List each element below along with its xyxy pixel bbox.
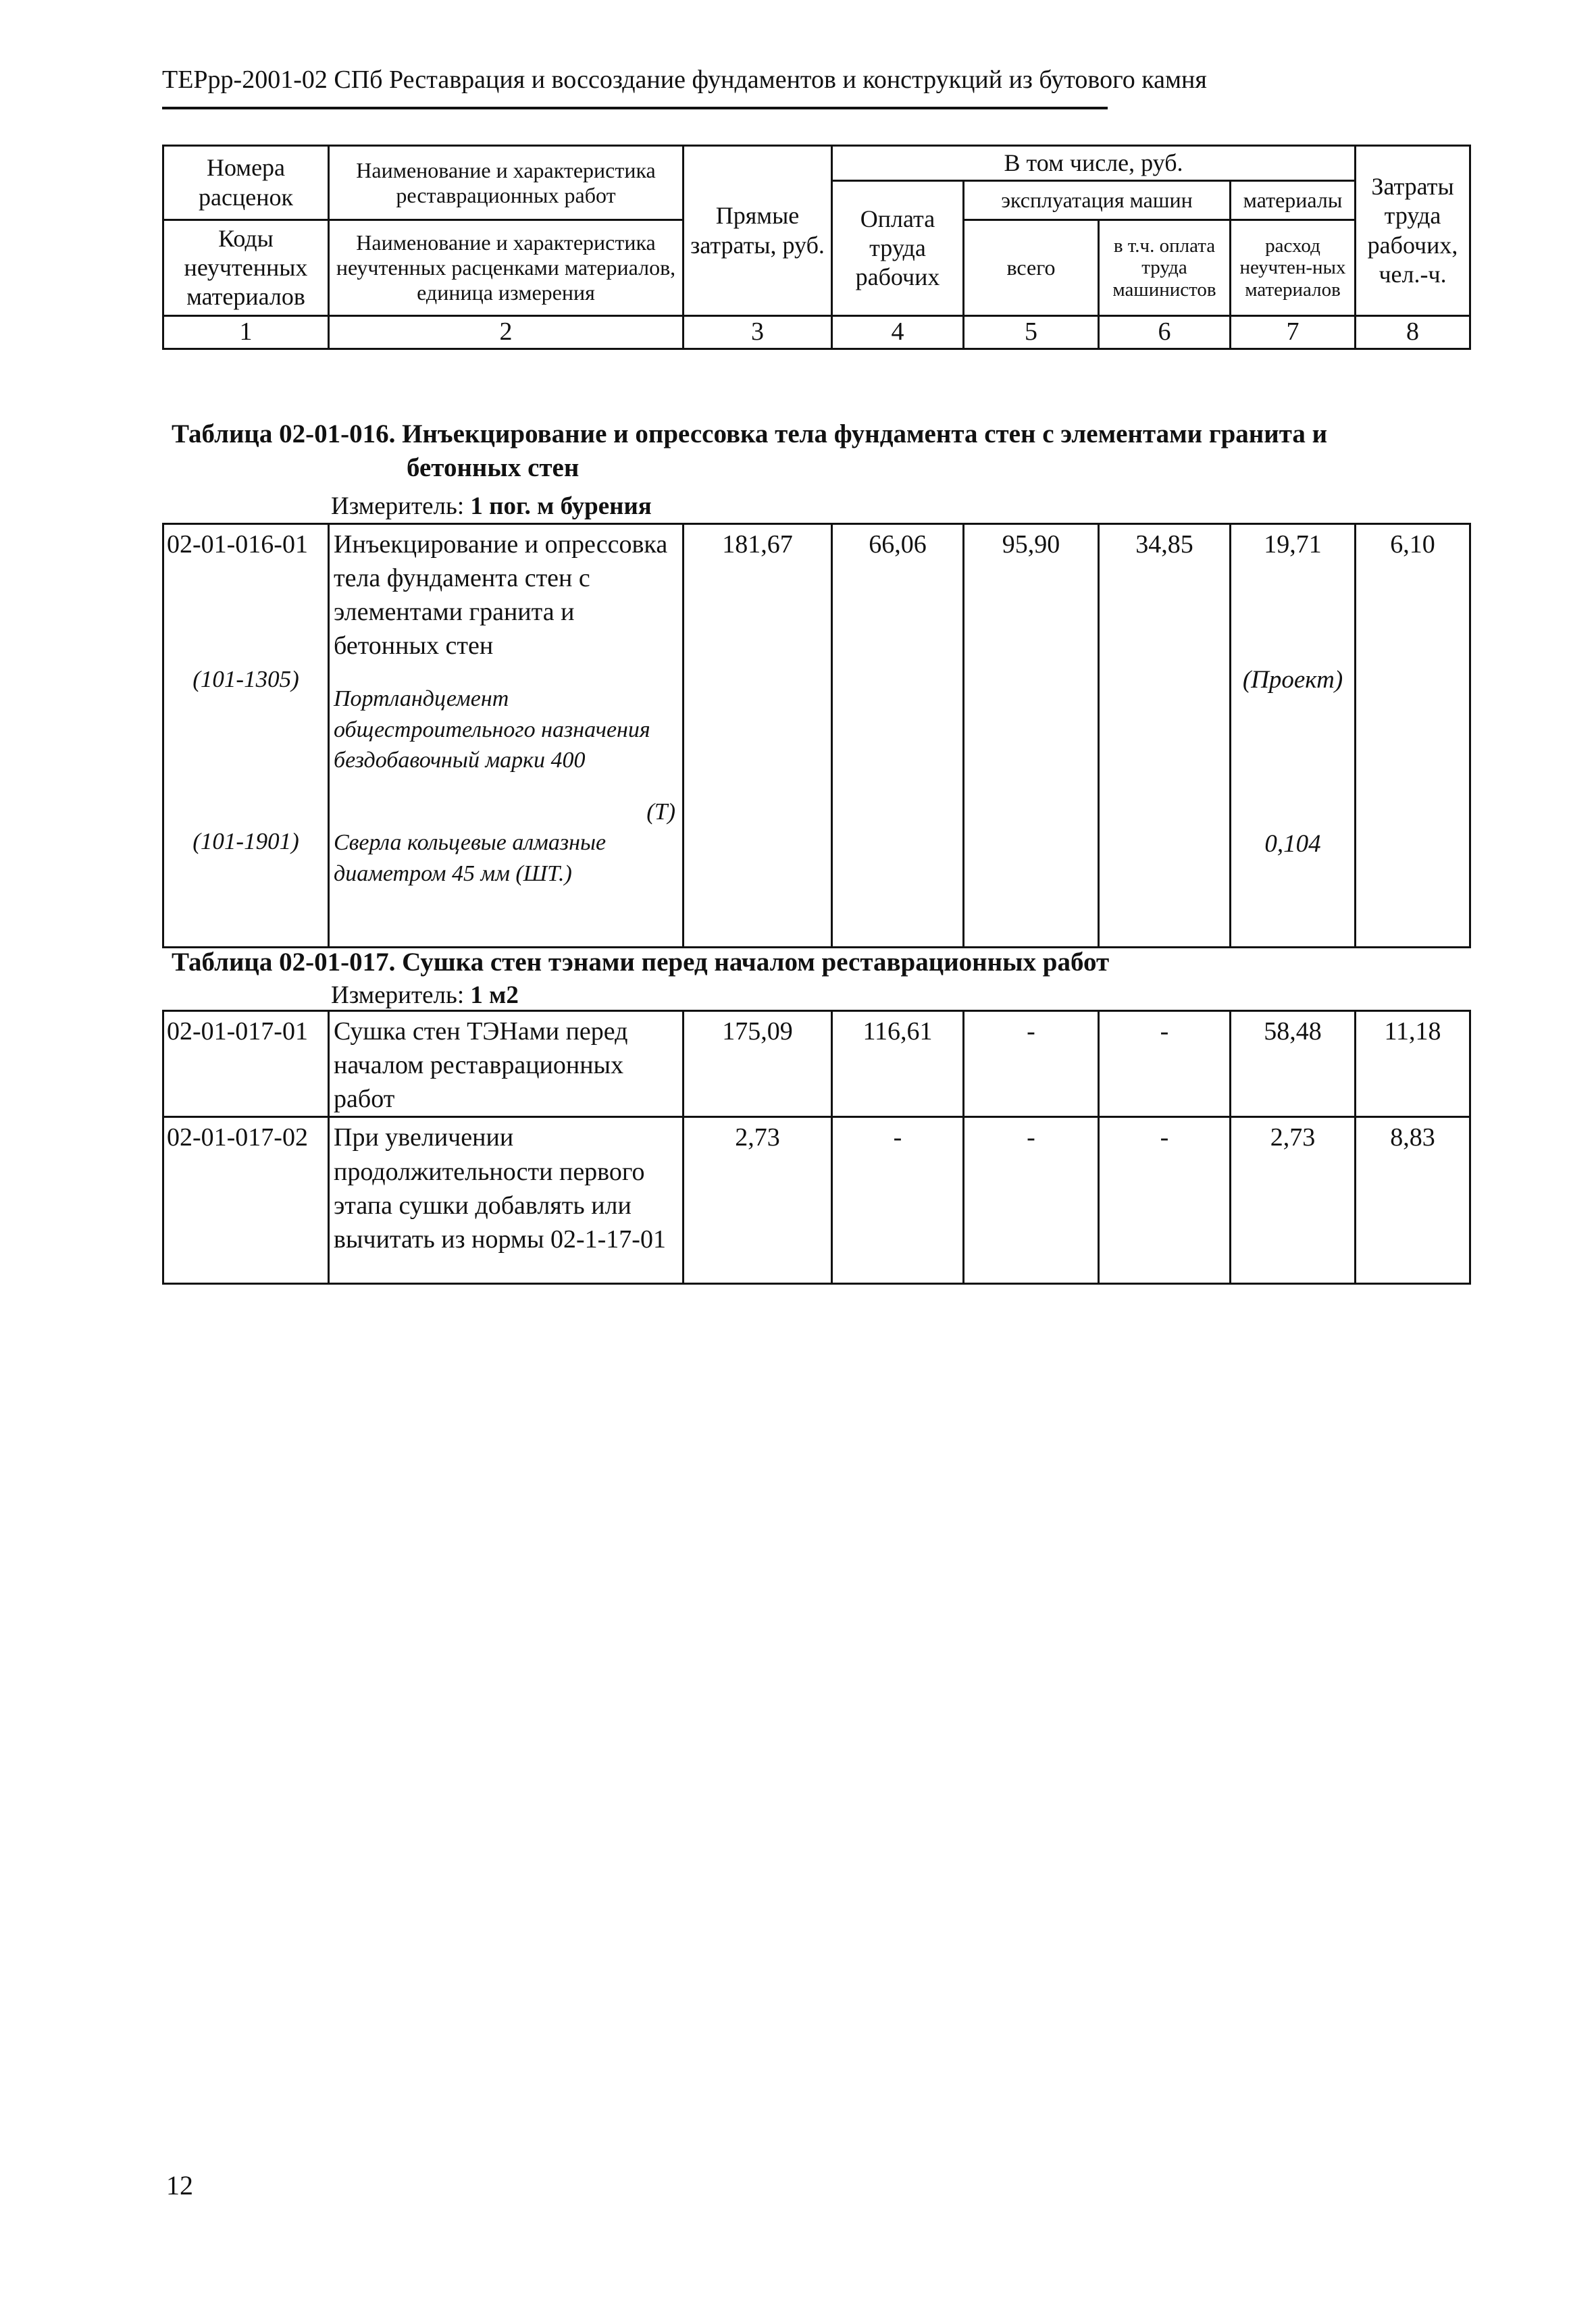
rate-code-cell [163, 524, 329, 948]
column-header-table [162, 145, 1471, 350]
machines-total-cell: - [964, 1117, 1099, 1284]
table-016-caption: Таблица 02-01-016. Инъекцирование и опрессовка тела фундамента стен с элементами гранита и [172, 419, 1328, 448]
labor-pay-cell: 66,06 [832, 524, 964, 948]
name-cell [329, 524, 684, 948]
meter-label: Измеритель: [331, 492, 471, 520]
material-code: (101-1305) [192, 666, 299, 693]
materials-cell [1231, 524, 1356, 948]
machinists-pay-cell: 34,85 [1099, 524, 1231, 948]
work-name: Сушка стен ТЭНами перед началом реставрационных работ [329, 1011, 684, 1117]
materials-value: 19,71 [1264, 530, 1322, 559]
column-number: 6 [1099, 316, 1231, 349]
header-including-group: В том числе, руб. [832, 146, 1356, 181]
labor-pay-cell: - [832, 1117, 964, 1284]
header-direct-costs: Прямые затраты, руб. [684, 146, 832, 316]
meter-value: 1 м2 [470, 981, 519, 1009]
meter-label: Измеритель: [331, 981, 471, 1009]
column-number: 3 [684, 316, 832, 349]
rate-code-cell: 02-01-017-02 [163, 1117, 329, 1284]
table-016 [162, 523, 1471, 948]
rate-code-cell: 02-01-017-01 [163, 1011, 329, 1117]
column-number: 8 [1356, 316, 1470, 349]
header-material-codes: Коды неучтенных материалов [163, 220, 329, 316]
direct-costs-cell: 2,73 [684, 1117, 832, 1284]
column-number: 2 [329, 316, 684, 349]
header-machines-total: всего [964, 220, 1099, 316]
header-unaccounted-materials: расход неучтен-ных материалов [1231, 220, 1356, 316]
header-rate-numbers: Номера расценок [163, 146, 329, 220]
document-title: ТЕРрр-2001-02 СПб Реставрация и воссоздание фундаментов и конструкций из бутового камня [162, 66, 1207, 94]
material-amount: (Проект) [1242, 666, 1343, 694]
labor-pay-cell: 116,61 [832, 1011, 964, 1117]
materials-cell: 2,73 [1231, 1117, 1356, 1284]
column-number: 5 [964, 316, 1099, 349]
table-row [163, 524, 1470, 948]
machines-total-cell: 95,90 [964, 524, 1099, 948]
materials-cell: 58,48 [1231, 1011, 1356, 1117]
title-underline [162, 107, 1108, 109]
column-number: 7 [1231, 316, 1356, 349]
rate-code: 02-01-016-01 [167, 530, 308, 559]
meter-value: 1 пог. м бурения [470, 492, 652, 520]
direct-costs-cell: 175,09 [684, 1011, 832, 1117]
table-017 [162, 1010, 1471, 1285]
table-016-caption-continued: бетонных стен [407, 453, 580, 482]
page-number: 12 [166, 2170, 193, 2201]
header-labor-hours: Затраты труда рабочих, чел.-ч. [1356, 146, 1470, 316]
machinists-pay-cell: - [1099, 1117, 1231, 1284]
header-materials-group: материалы [1231, 181, 1356, 220]
material-name: Портландцемент общестроительного назначения бездобавочный марки 400 [334, 686, 650, 773]
table-017-meter [331, 981, 519, 1010]
labor-hours-cell: 11,18 [1356, 1011, 1470, 1117]
work-name: Инъекцирование и опрессовка тела фундамента стен с элементами гранита и бетонных стен [334, 530, 668, 661]
material-amount: 0,104 [1264, 829, 1321, 858]
material-unit: (Т) [646, 798, 675, 825]
column-number: 4 [832, 316, 964, 349]
table-017-caption: Таблица 02-01-017. Сушка стен тэнами перед началом реставрационных работ [172, 948, 1110, 977]
table-row [163, 1011, 1470, 1117]
machines-total-cell: - [964, 1011, 1099, 1117]
machinists-pay-cell: - [1099, 1011, 1231, 1117]
header-material-names: Наименование и характеристика неучтенных расценками материалов, единица измерения [329, 220, 684, 316]
header-machinists-pay: в т.ч. оплата труда машинистов [1099, 220, 1231, 316]
labor-hours-cell: 6,10 [1356, 524, 1470, 948]
column-number: 1 [163, 316, 329, 349]
header-machines-group: эксплуатация машин [964, 181, 1231, 220]
labor-hours-cell: 8,83 [1356, 1117, 1470, 1284]
material-name: Сверла кольцевые алмазные диаметром 45 мм (ШТ.) [334, 830, 607, 887]
table-row [163, 1117, 1470, 1284]
material-code: (101-1901) [192, 828, 299, 855]
header-work-name: Наименование и характеристика реставрационных работ [329, 146, 684, 220]
work-name: При увеличении продолжительности первого этапа сушки добавлять или вычитать из нормы 02-1-17-01 [329, 1117, 684, 1284]
table-016-meter [331, 492, 652, 521]
direct-costs-cell: 181,67 [684, 524, 832, 948]
header-labor-pay: Оплата труда рабочих [832, 181, 964, 316]
